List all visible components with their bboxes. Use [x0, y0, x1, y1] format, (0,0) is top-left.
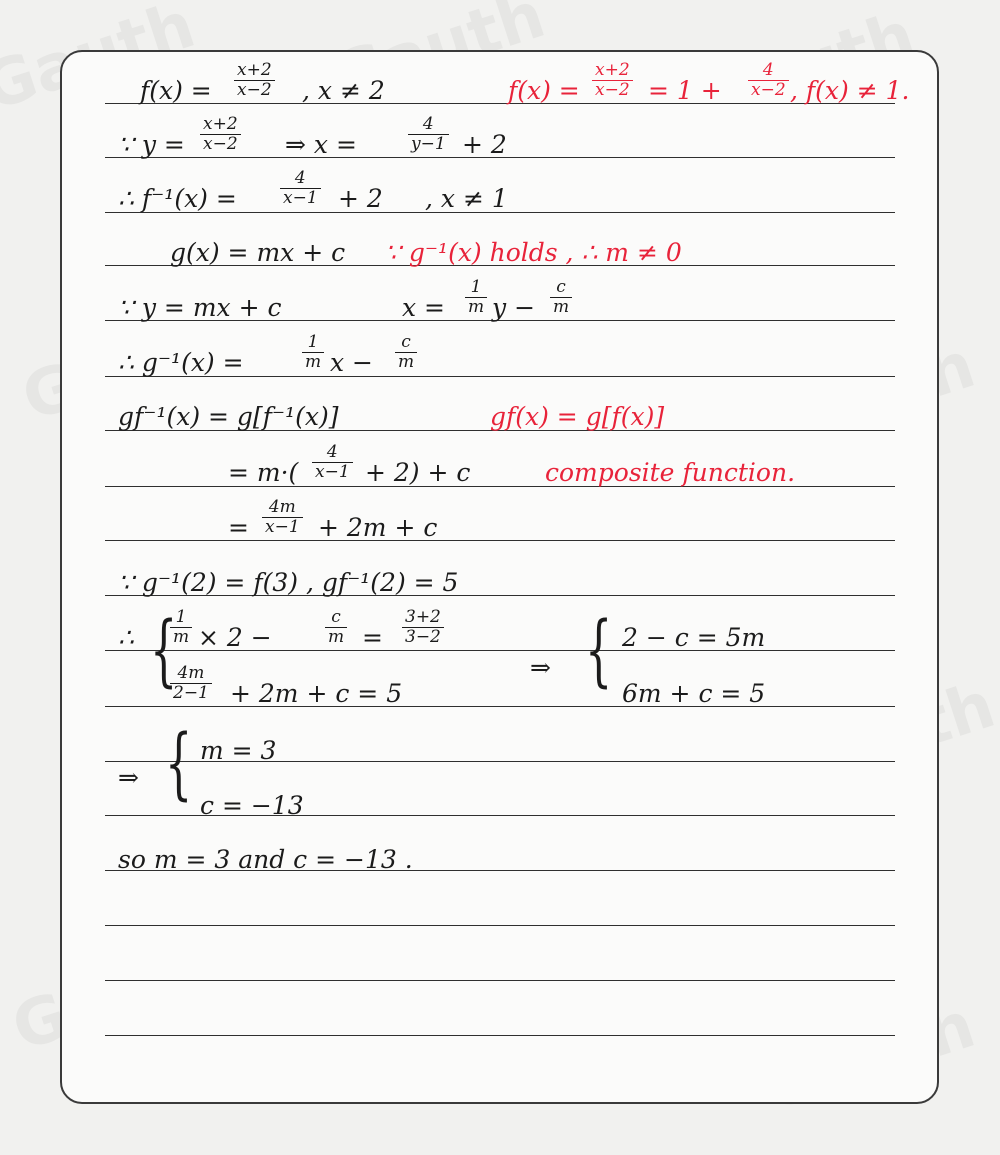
numerator: x+2	[234, 62, 275, 81]
numerator: 1	[302, 334, 324, 353]
line-3-domain: , x ≠ 1	[425, 184, 508, 213]
rule-line	[105, 1035, 895, 1036]
numerator: 4	[408, 116, 449, 135]
line-2-since-y: ∵ y =	[118, 130, 185, 159]
fraction	[170, 665, 212, 702]
fraction	[592, 62, 633, 99]
denominator: x−1	[265, 517, 300, 537]
rule-line	[105, 540, 895, 541]
system-2-eq2: 6m + c = 5	[622, 679, 766, 708]
left-brace: {	[585, 606, 613, 696]
numerator: 4m	[262, 499, 303, 518]
line-7-composite: gf⁻¹(x) = g[f⁻¹(x)]	[118, 402, 339, 431]
denominator: m	[305, 352, 322, 372]
rule-line	[105, 925, 895, 926]
red-note-range: , f(x) ≠ 1.	[790, 76, 910, 105]
system-2-eq1: 2 − c = 5m	[622, 623, 766, 652]
line-3-inverse-f: ∴ f⁻¹(x) =	[118, 184, 237, 213]
fraction	[312, 444, 353, 481]
red-note-f: f(x) =	[508, 76, 580, 105]
numerator: 4	[280, 170, 321, 189]
implies-symbol: ⇒	[530, 653, 551, 682]
line-6-x-minus: x −	[330, 348, 373, 377]
line-1-f-def: f(x) =	[140, 76, 212, 105]
line-5-since-y: ∵ y = mx + c	[118, 293, 282, 322]
fraction	[748, 62, 789, 99]
fraction	[234, 62, 275, 99]
left-brace: {	[150, 606, 178, 696]
denominator: m	[173, 627, 190, 647]
line-8-substitute: = m·(	[228, 458, 299, 487]
denominator: x−2	[203, 134, 238, 154]
numerator: 4	[748, 62, 789, 81]
numerator: c	[550, 279, 572, 298]
denominator: m	[398, 352, 415, 372]
system-eq1-b: =	[362, 623, 383, 652]
system-eq1-a: × 2 −	[198, 623, 272, 652]
line-4-g-def: g(x) = mx + c	[170, 238, 346, 267]
fraction	[408, 116, 449, 153]
denominator: m	[328, 627, 345, 647]
red-note-holds: ∵ g⁻¹(x) holds , ∴ m ≠ 0	[385, 238, 682, 267]
denominator: x−1	[283, 188, 318, 208]
line-2-implies-x: ⇒ x =	[285, 130, 357, 159]
rule-line	[105, 980, 895, 981]
red-note-composite: composite function.	[545, 458, 796, 487]
line-1-domain: , x ≠ 2	[302, 76, 385, 105]
left-brace: {	[165, 719, 193, 809]
numerator: 3+2	[402, 609, 444, 628]
numerator: c	[325, 609, 347, 628]
numerator: x+2	[592, 62, 633, 81]
fraction	[465, 279, 487, 316]
numerator: 1	[170, 609, 192, 628]
fraction	[302, 334, 324, 371]
denominator: x−2	[751, 80, 786, 100]
line-10-conditions: ∵ g⁻¹(2) = f(3) , gf⁻¹(2) = 5	[118, 568, 459, 597]
denominator: x−1	[315, 462, 350, 482]
rule-line	[105, 706, 895, 707]
therefore-symbol: ∴	[118, 623, 134, 652]
line-5-y-minus: y −	[492, 293, 536, 322]
line-8-plus: + 2) + c	[365, 458, 471, 487]
solution-m: m = 3	[200, 736, 277, 765]
line-9-eq: =	[228, 513, 249, 542]
denominator: y−1	[411, 134, 446, 154]
conclusion: so m = 3 and c = −13 .	[118, 845, 413, 874]
denominator: 2−1	[173, 683, 209, 703]
system-eq2: + 2m + c = 5	[230, 679, 403, 708]
fraction	[262, 499, 303, 536]
numerator: c	[395, 334, 417, 353]
denominator: x−2	[595, 80, 630, 100]
solution-c: c = −13	[200, 791, 304, 820]
fraction	[550, 279, 572, 316]
denominator: x−2	[237, 80, 272, 100]
red-note-gf: gf(x) = g[f(x)]	[490, 402, 665, 431]
red-note-f-eq: = 1 +	[648, 76, 722, 105]
fraction	[325, 609, 347, 646]
line-9-rest: + 2m + c	[318, 513, 438, 542]
line-6-inverse-g: ∴ g⁻¹(x) =	[118, 348, 244, 377]
fraction	[402, 609, 444, 646]
numerator: 1	[465, 279, 487, 298]
line-2-plus-2: + 2	[462, 130, 507, 159]
fraction	[395, 334, 417, 371]
fraction	[280, 170, 321, 207]
fraction	[200, 116, 241, 153]
denominator: m	[468, 297, 485, 317]
implies-symbol: ⇒	[118, 763, 139, 792]
line-5-x: x =	[402, 293, 445, 322]
numerator: 4	[312, 444, 353, 463]
numerator: 4m	[170, 665, 212, 684]
denominator: m	[553, 297, 570, 317]
denominator: 3−2	[405, 627, 441, 647]
line-3-plus-2: + 2	[338, 184, 383, 213]
rule-line	[105, 103, 895, 104]
numerator: x+2	[200, 116, 241, 135]
fraction	[170, 609, 192, 646]
